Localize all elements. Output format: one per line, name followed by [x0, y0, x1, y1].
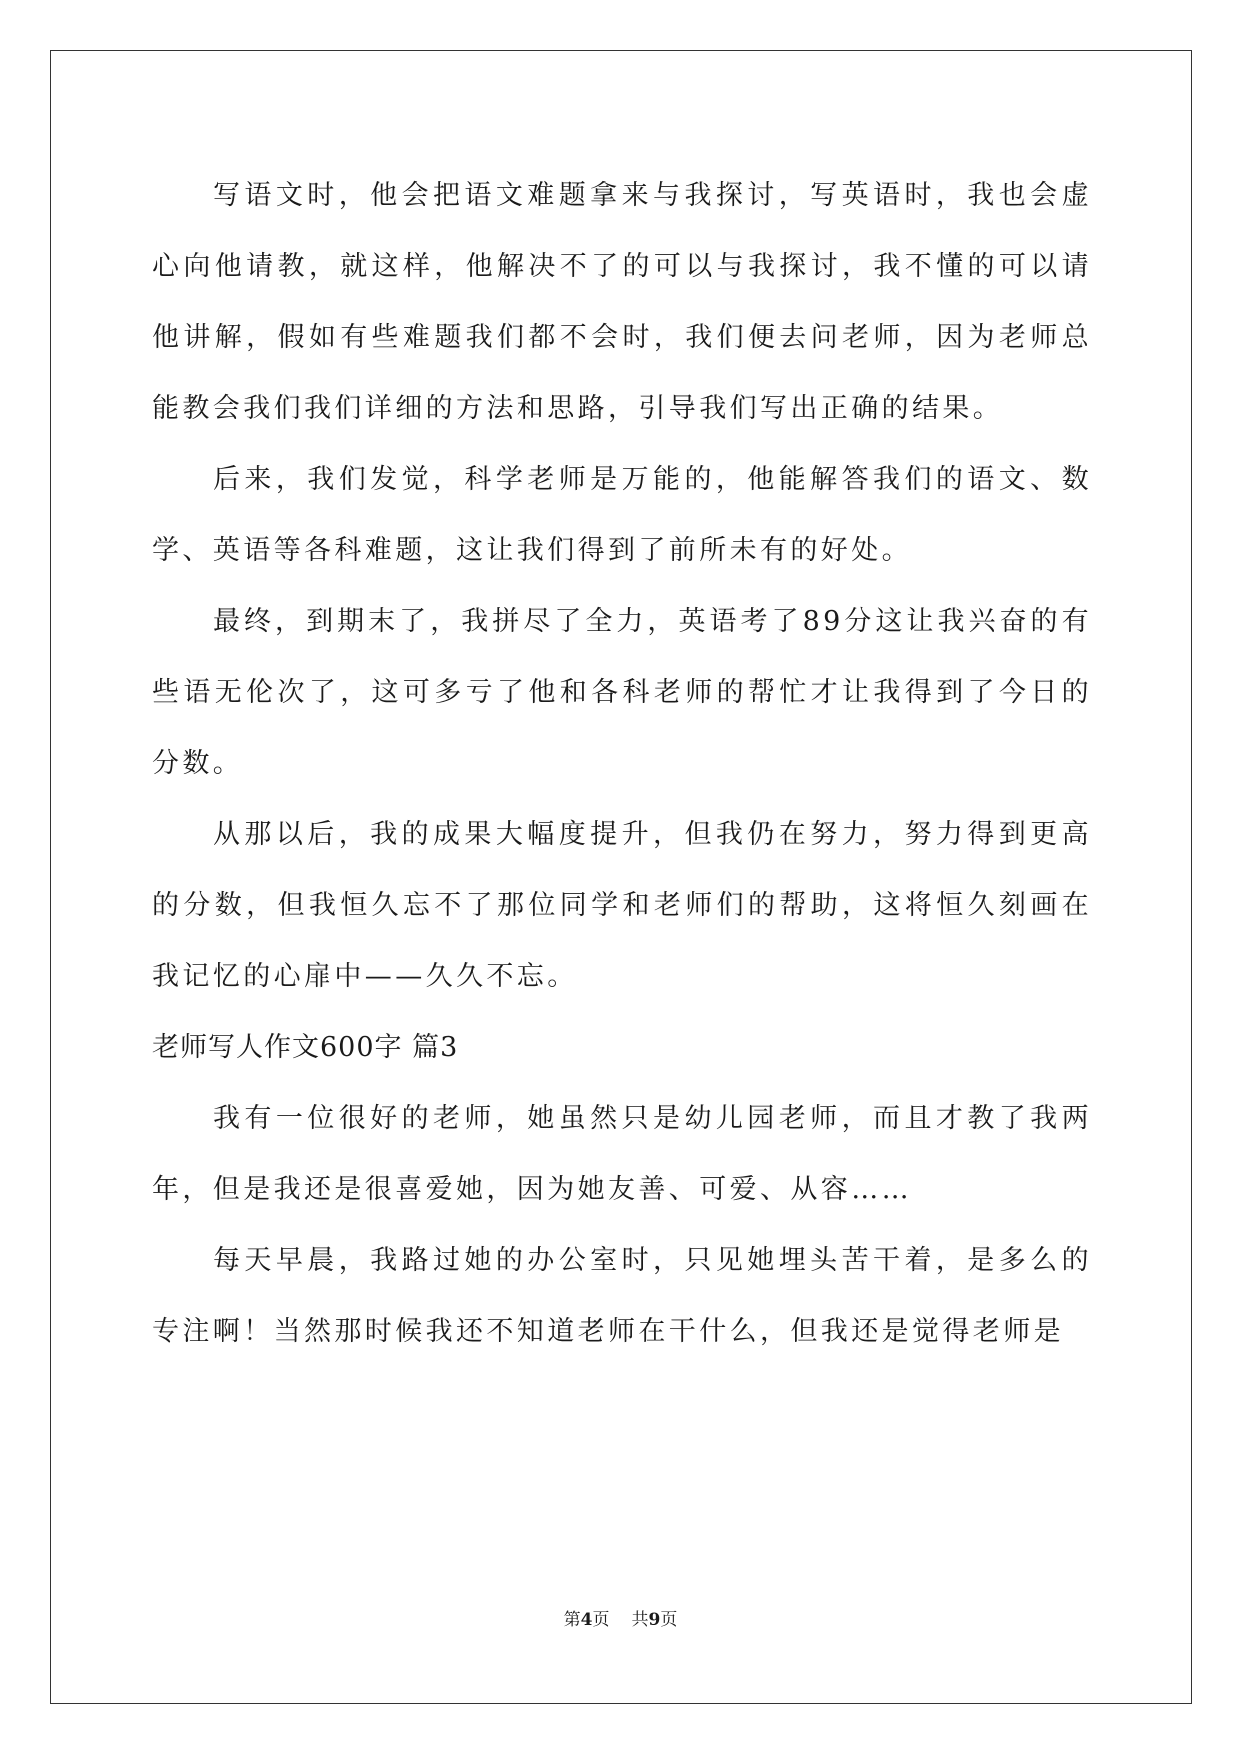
footer-total-prefix: 共	[631, 1610, 649, 1630]
paragraph-1: 写语文时，他会把语文难题拿来与我探讨，写英语时，我也会虚心向他请教，就这样，他解决不了的可以与我探讨，我不懂的可以请他讲解，假如有些难题我们都不会时，我们便去问老师，因为老师总能教会我们我们详细的方法和思路，引导我们写出正确的结果。	[152, 180, 1092, 424]
paragraph-2: 后来，我们发觉，科学老师是万能的，他能解答我们的语文、数学、英语等各科难题，这让我们得到了前所未有的好处。	[152, 464, 1092, 566]
page-footer	[0, 1610, 1241, 1630]
paragraph-5: 我有一位很好的老师，她虽然只是幼儿园老师，而且才教了我两年，但是我还是很喜爱她，因为她友善、可爱、从容……	[152, 1103, 1092, 1205]
footer-page-total: 9	[648, 1610, 661, 1630]
paragraph-6: 每天早晨，我路过她的办公室时，只见她埋头苦干着，是多么的专注啊！当然那时候我还不知道老师在干什么，但我还是觉得老师是	[152, 1245, 1092, 1347]
footer-page-current: 4	[580, 1610, 593, 1630]
section-heading: 老师写人作文600字 篇3	[152, 1032, 459, 1063]
document-body	[152, 160, 1092, 1367]
paragraph-3: 最终，到期末了，我拼尽了全力，英语考了89分这让我兴奋的有些语无伦次了，这可多亏了他和各科老师的帮忙才让我得到了今日的分数。	[152, 606, 1092, 779]
paragraph-4: 从那以后，我的成果大幅度提升，但我仍在努力，努力得到更高的分数，但我恒久忘不了那位同学和老师们的帮助，这将恒久刻画在我记忆的心扉中——久久不忘。	[152, 819, 1092, 992]
footer-page-suffix: 页	[592, 1610, 610, 1630]
footer-total-suffix: 页	[660, 1610, 678, 1630]
footer-page-prefix: 第	[563, 1610, 581, 1630]
